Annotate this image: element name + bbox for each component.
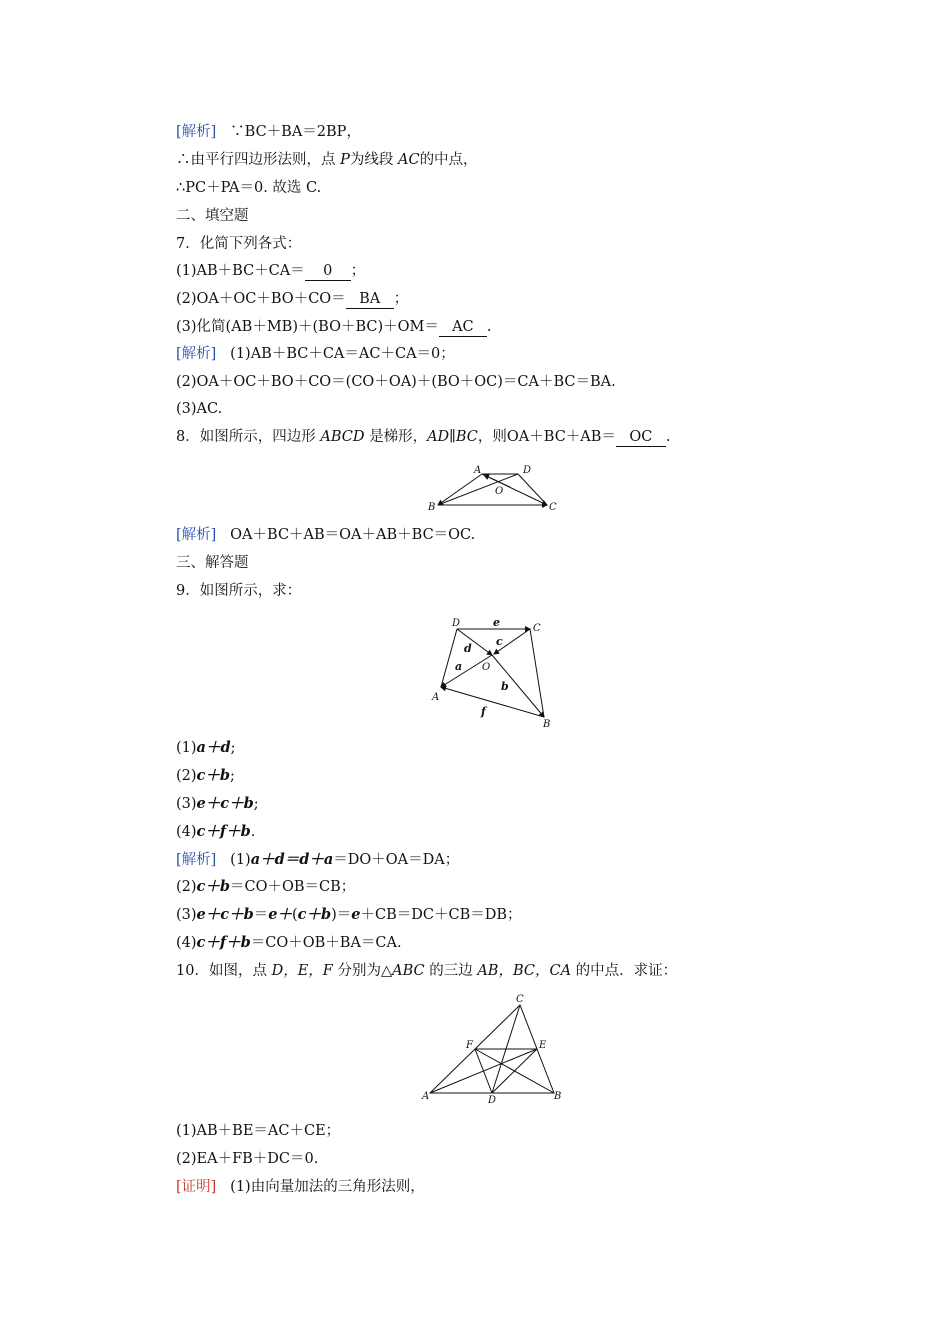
- question-9-part-4: (4)c＋f＋b.: [176, 823, 256, 840]
- fig10-label-F: F: [466, 1040, 473, 1051]
- fig10-label-E: E: [539, 1040, 547, 1051]
- proof-10-line-1: [证明] (1)由向量加法的三角形法则，: [176, 1179, 425, 1195]
- answer-7-line-2: (2)OA＋OC＋BO＋CO＝(CO＋OA)＋(BO＋OC)＝CA＋BC＝BA.: [176, 374, 616, 390]
- fig8-label-O: O: [495, 486, 504, 497]
- question-10-part-2: (2)EA＋FB＋DC＝0.: [176, 1151, 319, 1167]
- answer-blank: 0: [305, 263, 351, 281]
- vector-d: d: [464, 642, 472, 655]
- question-8: 8．如图所示，四边形 ABCD 是梯形，AD∥BC，则OA＋BC＋AB＝ OC .: [176, 429, 671, 445]
- section-answer: 三、解答题: [176, 555, 249, 571]
- analysis-tag: [解析]: [176, 527, 217, 543]
- answer-blank: BA: [346, 291, 394, 309]
- answer-9-line-2: (2)c＋b＝CO＋OB＝CB；: [176, 878, 356, 895]
- vector-e: e: [493, 616, 500, 629]
- fig9-label-O: O: [482, 662, 491, 673]
- answer-9-line-1: [解析] (1)a＋d＝d＋a＝DO＋OA＝DA；: [176, 851, 460, 868]
- vector-f: f: [481, 705, 486, 718]
- fig10-label-A: A: [422, 1091, 430, 1102]
- fig10-label-B: B: [554, 1091, 562, 1102]
- triangle-figure: [418, 993, 568, 1105]
- question-9-part-2: (2)c＋b;: [176, 767, 235, 784]
- fig9-label-C: C: [533, 623, 541, 634]
- vector-a: a: [455, 660, 463, 673]
- answer-9-line-3: (3)e＋c＋b＝e＋(c＋b)＝e＋CB＝DC＋CB＝DB；: [176, 906, 522, 923]
- answer-7-line-1: [解析] (1)AB＋BC＋CA＝AC＋CA＝0；: [176, 346, 455, 362]
- question-7-part-1: (1)AB＋BC＋CA＝ 0 ；: [176, 263, 366, 279]
- fig8-label-D: D: [523, 465, 532, 476]
- vector-b: b: [501, 680, 509, 693]
- vector-c: c: [496, 635, 503, 648]
- trapezoid-figure: [420, 458, 570, 518]
- fig9-label-D: D: [452, 618, 461, 629]
- question-9: 9．如图所示，求：: [176, 583, 302, 599]
- answer-blank: AC: [439, 319, 487, 337]
- solution-line-1: [解析] ∵BC＋BA＝2BP，: [176, 124, 361, 140]
- question-7-part-2: (2)OA＋OC＋BO＋CO＝ BA ；: [176, 291, 409, 307]
- analysis-tag: [解析]: [176, 346, 217, 362]
- question-9-part-1: (1)a＋d;: [176, 739, 236, 756]
- proof-tag: [证明]: [176, 1179, 217, 1195]
- solution-line-3: ∴PC＋PA＝0. 故选 C.: [176, 180, 322, 196]
- quadrilateral-figure: [425, 614, 565, 734]
- analysis-tag: [解析]: [176, 852, 217, 868]
- fig9-label-B: B: [543, 719, 551, 730]
- fig10-label-C: C: [516, 994, 524, 1005]
- question-7-part-3: (3)化简(AB＋MB)＋(BO＋BC)＋OM＝ AC .: [176, 319, 492, 335]
- fig9-label-A: A: [432, 692, 440, 703]
- section-fill-in: 二、填空题: [176, 208, 249, 224]
- answer-blank: OC: [616, 429, 666, 447]
- fig10-label-D: D: [488, 1095, 497, 1105]
- question-7: 7．化简下列各式：: [176, 236, 302, 252]
- answer-7-line-3: (3)AC.: [176, 401, 223, 417]
- answer-8: [解析] OA＋BC＋AB＝OA＋AB＋BC＝OC.: [176, 527, 476, 543]
- analysis-tag: [解析]: [176, 124, 217, 140]
- solution-line-2: ∴由平行四边形法则，点 P为线段 AC的中点，: [176, 152, 478, 168]
- question-9-part-3: (3)e＋c＋b;: [176, 795, 259, 812]
- fig8-label-C: C: [549, 502, 557, 513]
- question-10-part-1: (1)AB＋BE＝AC＋CE；: [176, 1123, 341, 1139]
- fig8-label-B: B: [428, 502, 436, 513]
- answer-9-line-4: (4)c＋f＋b＝CO＋OB＋BA＝CA.: [176, 934, 402, 951]
- fig8-label-A: A: [474, 465, 482, 476]
- question-10: 10．如图，点 D，E，F 分别为△ABC 的三边 AB，BC，CA 的中点．求证：: [176, 963, 678, 979]
